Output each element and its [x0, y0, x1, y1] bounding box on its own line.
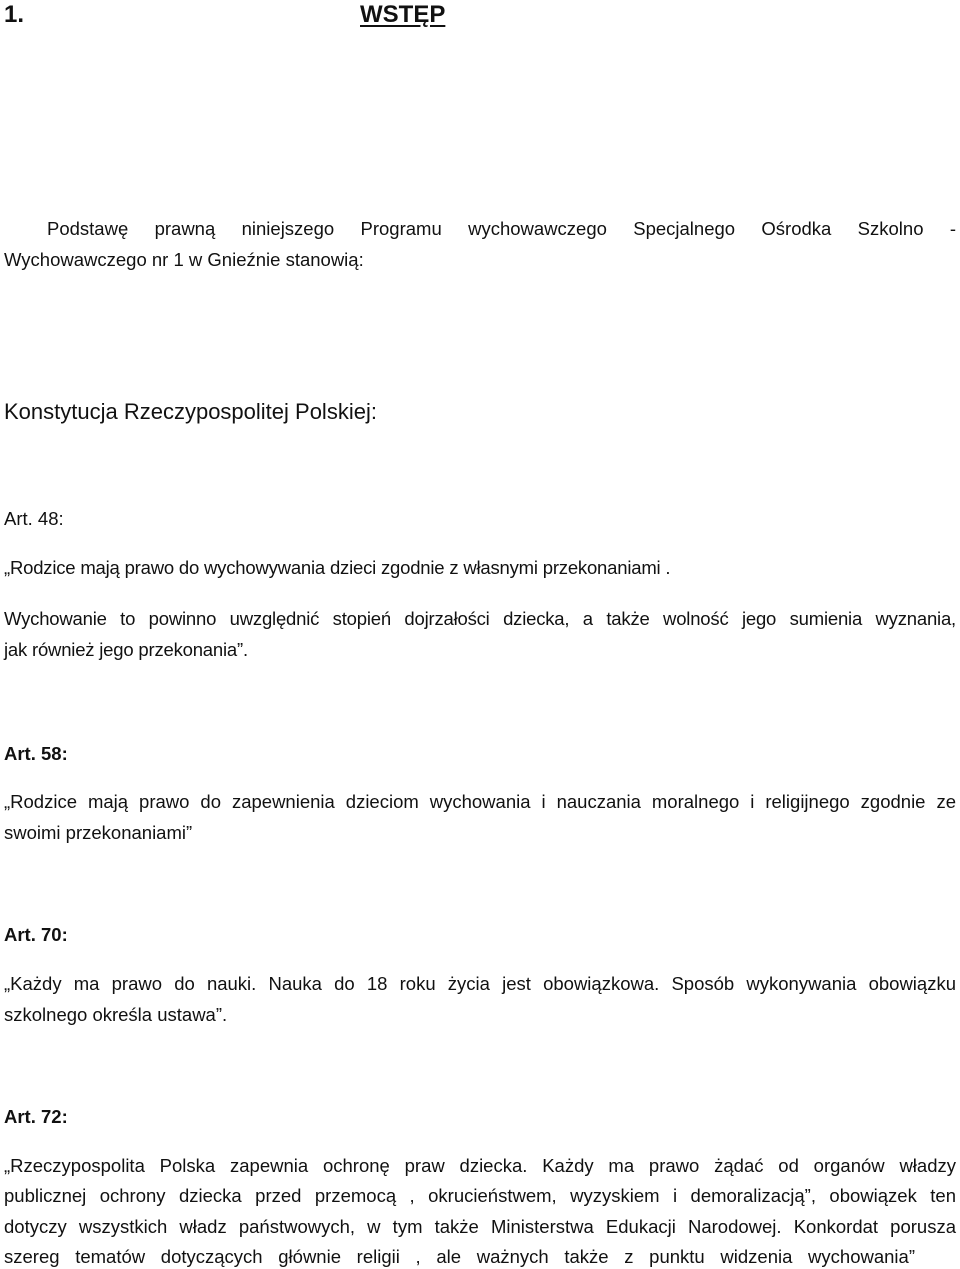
article-text-line: Wychowanie to powinno uwzględnić stopień dojrzałości dziecka, a także wolność jego sumienia wyznania,	[4, 608, 956, 629]
article-text-line: szkolnego określa ustawa”.	[4, 1004, 228, 1025]
article-text-line: publicznej ochrony dziecka przed przemocą , okrucieństwem, wyzyskiem i demoralizacją”, obowiązek ten	[4, 1185, 956, 1206]
chapter-title: WSTĘP	[360, 1, 446, 28]
article-text-line: „Każdy ma prawo do nauki. Nauka do 18 roku życia jest obowiązkowa. Sposób wykonywania obowiązku	[4, 973, 956, 994]
chapter-number: 1.	[4, 1, 25, 28]
article-text-line: „Rodzice mają prawo do wychowywania dzieci zgodnie z własnymi przekonaniami .	[4, 557, 671, 578]
article-text-line: swoimi przekonaniami”	[4, 822, 193, 843]
article-label: Art. 48:	[4, 508, 64, 529]
article-text-line: jak również jego przekonania”.	[4, 639, 248, 660]
article-label: Art. 58:	[4, 743, 68, 764]
article-text-line: „Rzeczypospolita Polska zapewnia ochronę praw dziecka. Każdy ma prawo żądać od organów władzy	[4, 1155, 956, 1176]
intro-line-1: Podstawę prawną niniejszego Programu wychowawczego Specjalnego Ośrodka Szkolno -	[47, 218, 956, 239]
chapter-heading	[0, 0, 960, 34]
article-text-line: dotyczy wszystkich władz państwowych, w tym także Ministerstwa Edukacji Narodowej. Konkordat porusza	[4, 1216, 956, 1237]
article-text-line: „Rodzice mają prawo do zapewnienia dzieciom wychowania i nauczania moralnego i religijnego zgodnie ze	[4, 791, 956, 812]
article-text-line: szereg tematów dotyczących głównie religii , ale ważnych także z punktu widzenia wychowania”	[4, 1246, 915, 1267]
intro-line-2: Wychowawczego nr 1 w Gnieźnie stanowią:	[4, 249, 364, 270]
article-label: Art. 72:	[4, 1106, 68, 1127]
article-label: Art. 70:	[4, 924, 68, 945]
section-title: Konstytucja Rzeczypospolitej Polskiej:	[4, 399, 377, 424]
